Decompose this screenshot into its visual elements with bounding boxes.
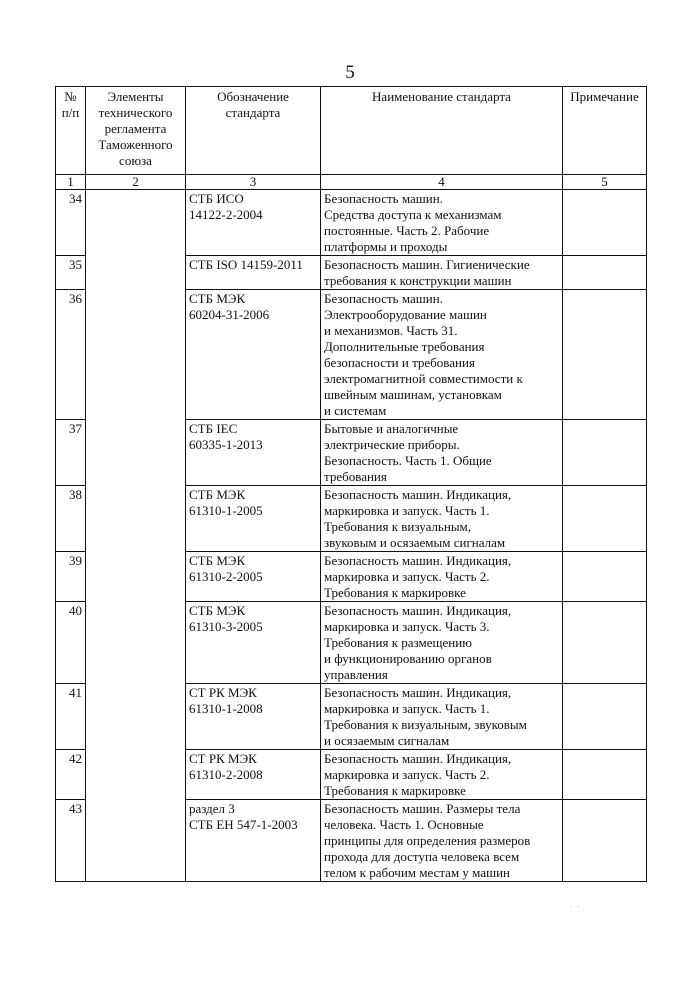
standard-name-cell bbox=[321, 290, 563, 420]
designation-cell bbox=[186, 420, 321, 486]
designation-cell bbox=[186, 290, 321, 420]
designation-line: СТБ МЭК bbox=[189, 603, 246, 618]
standard-name-line: и системам bbox=[324, 403, 387, 418]
header-line: п/п bbox=[61, 105, 80, 120]
standard-name-line: Безопасность машин. Размеры тела bbox=[324, 801, 521, 816]
standard-name-cell bbox=[321, 552, 563, 602]
designation-cell bbox=[186, 684, 321, 750]
row-number: 37 bbox=[56, 420, 86, 486]
note-cell bbox=[563, 602, 647, 684]
column-number: 1 bbox=[56, 175, 86, 190]
standard-name-line: Безопасность машин. Индикация, bbox=[324, 553, 512, 568]
standard-name-line: маркировка и запуск. Часть 2. bbox=[324, 569, 490, 584]
standard-name-line: электромагнитной совместимости к bbox=[324, 371, 523, 386]
note-cell bbox=[563, 256, 647, 290]
designation-line: 60204-31-2006 bbox=[189, 307, 270, 322]
row-number: 43 bbox=[56, 800, 86, 882]
designation-cell bbox=[186, 800, 321, 882]
header-line: Элементы bbox=[107, 89, 164, 104]
designation-line: раздел 3 bbox=[189, 801, 235, 816]
standard-name-line: Дополнительные требования bbox=[324, 339, 485, 354]
standard-name-line: и функционированию органов bbox=[324, 651, 492, 666]
standard-name-line: Требования к размещению bbox=[324, 635, 472, 650]
row-number: 40 bbox=[56, 602, 86, 684]
header-line: технического bbox=[98, 105, 173, 120]
header-number bbox=[56, 87, 86, 175]
column-number-row bbox=[56, 175, 647, 190]
standard-name-cell bbox=[321, 420, 563, 486]
standard-name-line: телом к рабочим местам у машин bbox=[324, 865, 511, 880]
standard-name-line: постоянные. Часть 2. Рабочие bbox=[324, 223, 490, 238]
column-number: 3 bbox=[186, 175, 321, 190]
standards-rows bbox=[56, 190, 647, 882]
note-cell bbox=[563, 750, 647, 800]
standard-name-line: Безопасность. Часть 1. Общие bbox=[324, 453, 492, 468]
column-number: 4 bbox=[321, 175, 563, 190]
note-cell bbox=[563, 290, 647, 420]
header-standard-name bbox=[321, 87, 563, 175]
standard-name-line: Безопасность машин. Индикация, bbox=[324, 487, 512, 502]
standard-name-line: Электрооборудование машин bbox=[324, 307, 487, 322]
designation-line: 61310-1-2005 bbox=[189, 503, 263, 518]
designation-cell bbox=[186, 486, 321, 552]
header-line: Таможенного bbox=[98, 137, 173, 152]
designation-line: СТБ IEC bbox=[189, 421, 238, 436]
designation-line: СТБ ЕН 547-1-2003 bbox=[189, 817, 298, 832]
row-number: 38 bbox=[56, 486, 86, 552]
standard-name-cell bbox=[321, 256, 563, 290]
designation-line: 61310-2-2005 bbox=[189, 569, 263, 584]
header-row bbox=[56, 87, 647, 175]
note-cell bbox=[563, 684, 647, 750]
scan-speck: . . bbox=[570, 901, 582, 909]
standard-name-line: Безопасность машин. bbox=[324, 291, 443, 306]
header-line: Обозначение bbox=[217, 89, 289, 104]
standard-name-line: Бытовые и аналогичные bbox=[324, 421, 459, 436]
row-number: 35 bbox=[56, 256, 86, 290]
designation-line: СТБ ИСО bbox=[189, 191, 244, 206]
designation-line: СТБ МЭК bbox=[189, 487, 246, 502]
standard-name-cell bbox=[321, 684, 563, 750]
standard-name-line: платформы и проходы bbox=[324, 239, 448, 254]
standard-name-line: требования к конструкции машин bbox=[324, 273, 512, 288]
designation-line: 60335-1-2013 bbox=[189, 437, 263, 452]
standard-name-line: Средства доступа к механизмам bbox=[324, 207, 502, 222]
row-number: 36 bbox=[56, 290, 86, 420]
note-cell bbox=[563, 486, 647, 552]
column-number: 5 bbox=[563, 175, 647, 190]
standard-name-line: управления bbox=[324, 667, 388, 682]
standards-table bbox=[55, 86, 647, 882]
header-line: союза bbox=[119, 153, 152, 168]
standard-name-line: принципы для определения размеров bbox=[324, 833, 531, 848]
designation-line: СТ РК МЭК bbox=[189, 685, 257, 700]
designation-cell bbox=[186, 256, 321, 290]
designation-line: СТБ МЭК bbox=[189, 291, 246, 306]
standard-name-line: Безопасность машин. Гигиенические bbox=[324, 257, 530, 272]
regulation-elements-cell bbox=[86, 190, 186, 882]
standard-name-line: электрические приборы. bbox=[324, 437, 460, 452]
designation-line: СТБ МЭК bbox=[189, 553, 246, 568]
designation-line: СТ РК МЭК bbox=[189, 751, 257, 766]
standard-name-line: Требования к визуальным, звуковым bbox=[324, 717, 527, 732]
header-line: регламента bbox=[104, 121, 167, 136]
designation-line: 61310-3-2005 bbox=[189, 619, 263, 634]
standard-name-cell bbox=[321, 800, 563, 882]
standard-name-cell bbox=[321, 602, 563, 684]
standard-name-line: Требования к визуальным, bbox=[324, 519, 472, 534]
standard-name-line: Безопасность машин. Индикация, bbox=[324, 685, 512, 700]
designation-cell bbox=[186, 750, 321, 800]
row-number: 42 bbox=[56, 750, 86, 800]
designation-cell bbox=[186, 552, 321, 602]
header-line: Примечание bbox=[570, 89, 639, 104]
designation-line: 14122-2-2004 bbox=[189, 207, 263, 222]
column-number: 2 bbox=[86, 175, 186, 190]
header-note bbox=[563, 87, 647, 175]
standard-name-line: человека. Часть 1. Основные bbox=[324, 817, 484, 832]
standard-name-line: прохода для доступа человека всем bbox=[324, 849, 520, 864]
standard-name-line: требования bbox=[324, 469, 387, 484]
standard-name-line: Требования к маркировке bbox=[324, 783, 466, 798]
row-number: 34 bbox=[56, 190, 86, 256]
standard-name-cell bbox=[321, 190, 563, 256]
note-cell bbox=[563, 420, 647, 486]
designation-cell bbox=[186, 190, 321, 256]
standard-name-line: Требования к маркировке bbox=[324, 585, 466, 600]
standard-name-cell bbox=[321, 750, 563, 800]
designation-cell bbox=[186, 602, 321, 684]
header-regulation-elements bbox=[86, 87, 186, 175]
standard-name-line: маркировка и запуск. Часть 1. bbox=[324, 503, 490, 518]
header-line: № bbox=[64, 89, 77, 104]
standard-name-line: маркировка и запуск. Часть 1. bbox=[324, 701, 490, 716]
standard-name-line: маркировка и запуск. Часть 2. bbox=[324, 767, 490, 782]
designation-line: 61310-2-2008 bbox=[189, 767, 263, 782]
page-number: 5 bbox=[345, 62, 355, 83]
header-line: Наименование стандарта bbox=[372, 89, 511, 104]
standard-name-line: звуковым и осязаемым сигналам bbox=[324, 535, 506, 550]
note-cell bbox=[563, 552, 647, 602]
standard-name-line: Безопасность машин. bbox=[324, 191, 443, 206]
row-number: 41 bbox=[56, 684, 86, 750]
standard-name-line: маркировка и запуск. Часть 3. bbox=[324, 619, 490, 634]
standard-name-line: безопасности и требования bbox=[324, 355, 475, 370]
standard-name-line: Безопасность машин. Индикация, bbox=[324, 603, 512, 618]
note-cell bbox=[563, 190, 647, 256]
designation-line: СТБ ISO 14159-2011 bbox=[189, 257, 303, 272]
standard-name-line: Безопасность машин. Индикация, bbox=[324, 751, 512, 766]
standard-name-line: и механизмов. Часть 31. bbox=[324, 323, 458, 338]
standard-name-cell bbox=[321, 486, 563, 552]
header-designation bbox=[186, 87, 321, 175]
row-number: 39 bbox=[56, 552, 86, 602]
note-cell bbox=[563, 800, 647, 882]
table-row bbox=[56, 190, 647, 256]
designation-line: 61310-1-2008 bbox=[189, 701, 263, 716]
standard-name-line: и осязаемым сигналам bbox=[324, 733, 450, 748]
header-line: стандарта bbox=[225, 105, 281, 120]
standard-name-line: швейным машинам, установкам bbox=[324, 387, 502, 402]
